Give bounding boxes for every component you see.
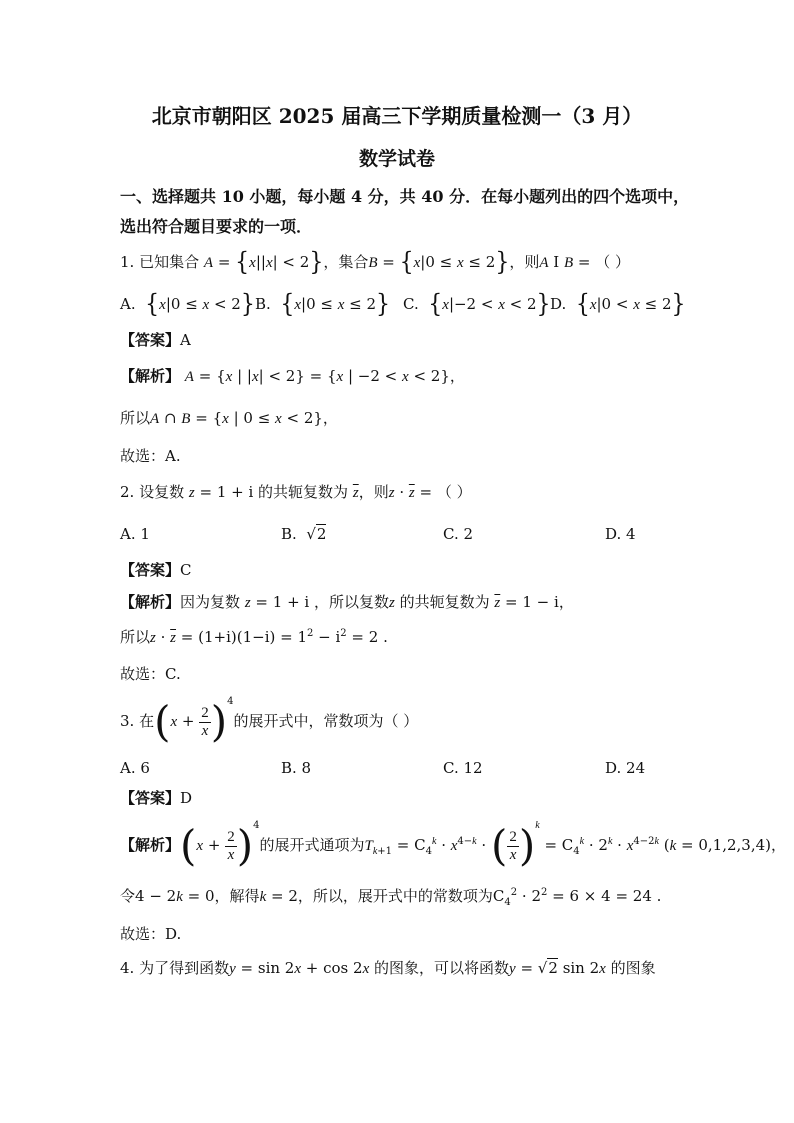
question-3-option-b: B. 8: [281, 759, 312, 777]
question-2-conclusion: 故选：C.: [120, 665, 181, 683]
question-1-option-a: A. {x|0 ≤ x < 2}: [120, 290, 255, 319]
question-2-answer: 【答案】C: [120, 561, 192, 579]
question-1-option-b: B. {x|0 ≤ x ≤ 2}: [255, 290, 391, 319]
question-1-conclusion: 故选：A.: [120, 447, 181, 465]
question-1-stem: 1. 已知集合 A = {x||x| < 2}，集合B = {x|0 ≤ x ≤ 2}，则A I B = （ ）: [120, 248, 631, 277]
question-2-analysis-step-2: 所以$z \cdot \overline{z} = (1+i)(1-i) = 1^2 - i^2 = 2$ .: [120, 628, 388, 646]
question-3-answer: 【答案】D: [120, 789, 193, 807]
question-3-analysis-step-2: 令4 − 2k = 0，解得k = 2，所以，展开式中的常数项为$C_4^2 \cdot 2^2 = 6 \times 4 = 24$ .: [120, 887, 662, 908]
question-3-stem: 3. 在(x + $\frac{2}{x}$ )$^4$的展开式中，常数项为（ ）: [120, 696, 419, 746]
question-4-stem: 4. 为了得到函数y = sin 2x + cos 2x 的图象，可以将函数y = √2 sin 2x 的图象: [120, 959, 656, 977]
page-subtitle: 数学试卷: [358, 148, 435, 170]
question-2-option-d: D. 4: [605, 525, 636, 543]
question-3-conclusion: 故选：D.: [120, 925, 182, 943]
question-3-option-c: C. 12: [443, 759, 483, 777]
question-3-option-d: D. 24: [605, 759, 646, 777]
section-heading-line-2: 选出符合题目要求的一项．: [120, 217, 313, 236]
question-1-analysis: 【解析】 A = {x | |x| < 2} = {x | −2 < x < 2}，: [120, 367, 465, 385]
question-3-analysis: 【解析】(x + $\frac{2}{x}$ )$^4$的展开式通项为$T_{k+1} = C_4^k \cdot x^{4-k}$ · ( $\frac{2}{x}$ )$^k = C_4^k \cdot 2^k \cdot x^{4-2k}$ (k = 0,1,2,3,4)，: [120, 820, 786, 870]
page-title: 北京市朝阳区 2025 届高三下学期质量检测一（3 月）: [151, 104, 643, 128]
question-1-answer: 【答案】A: [120, 331, 191, 349]
question-1-analysis-step-2: 所以A ∩ B = {x | 0 ≤ x < 2}，: [120, 409, 338, 427]
question-3-option-a: A. 6: [120, 759, 150, 777]
question-2-option-b: B. √2: [281, 525, 327, 543]
question-1-option-d: D. {x|0 < x ≤ 2}: [550, 290, 686, 319]
question-1-option-c: C. {x|−2 < x < 2}: [403, 290, 551, 319]
question-2-stem: 2. 设复数 z = 1 + i 的共轭复数为 $\overline{z}$，则$z \cdot \overline{z}$ = （ ）: [120, 483, 472, 501]
question-2-option-a: A. 1: [120, 525, 150, 543]
question-2-option-c: C. 2: [443, 525, 474, 543]
section-heading-line-1: 一、选择题共 10 小题，每小题 4 分，共 40 分．在每小题列出的四个选项中，: [120, 187, 690, 206]
question-2-analysis: 【解析】因为复数 z = 1 + i ，所以复数z 的共轭复数为 $\overline{z} = 1 - i$，: [120, 593, 574, 611]
